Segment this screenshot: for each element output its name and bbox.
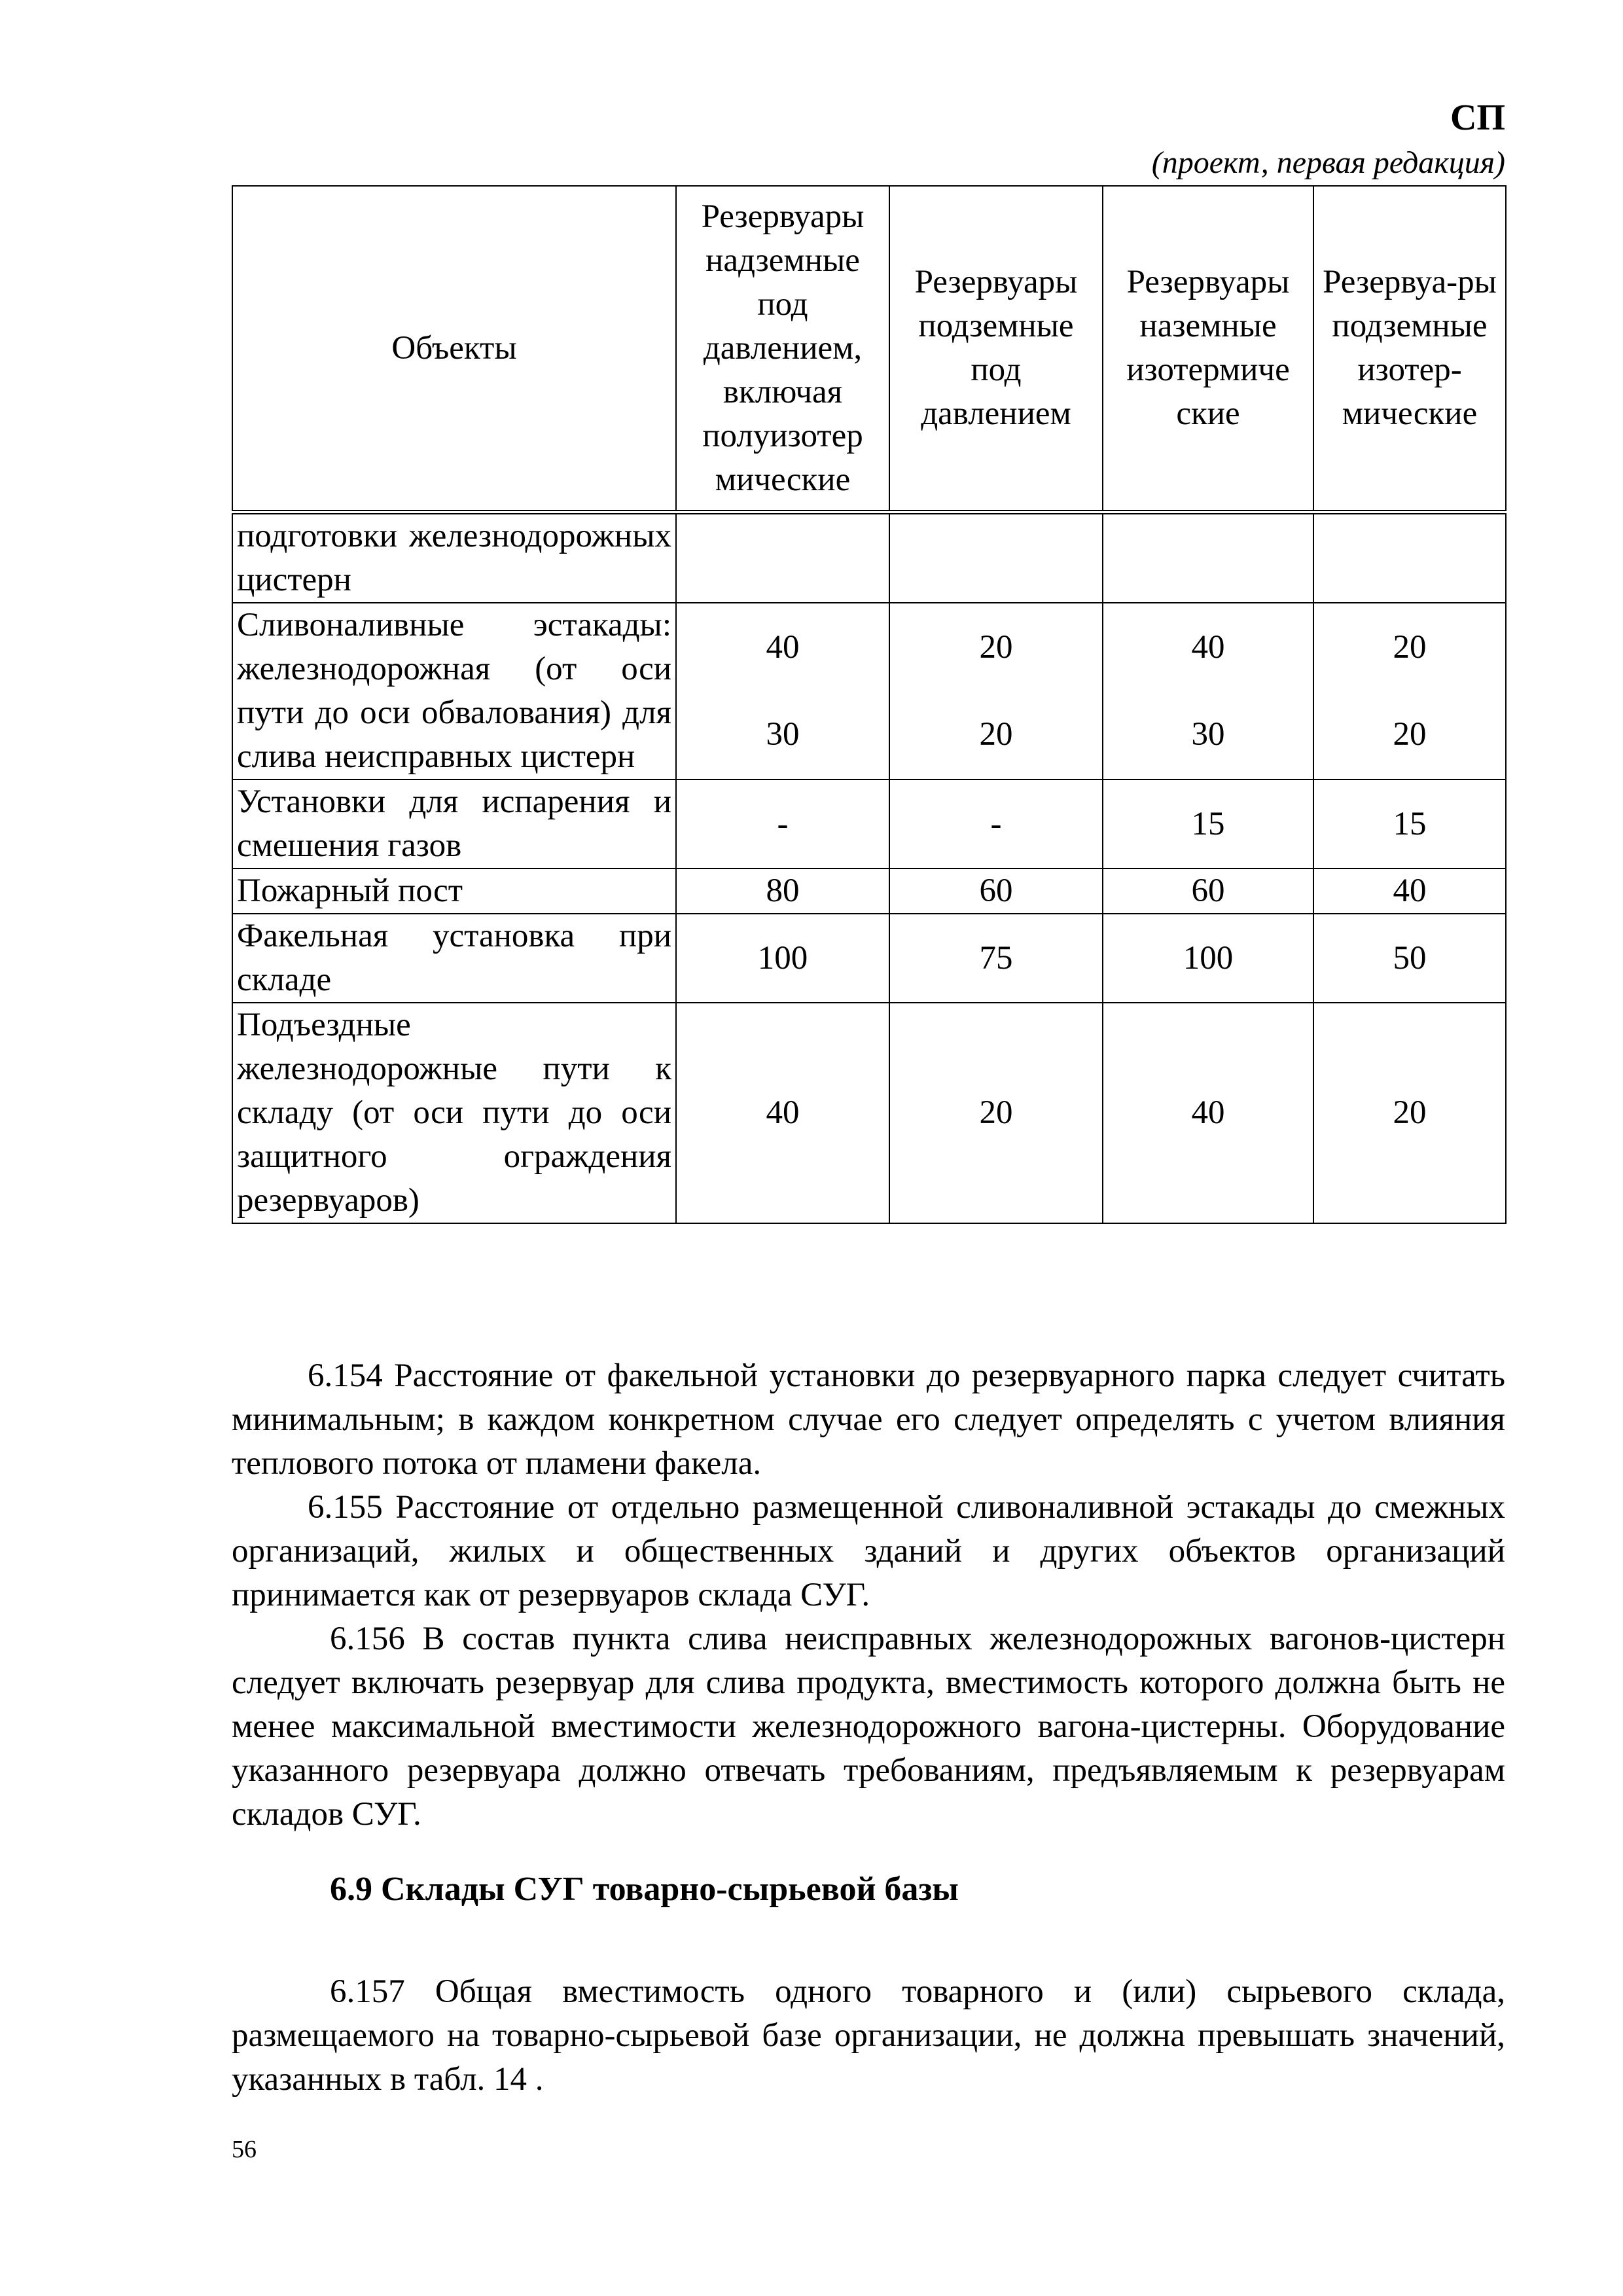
section-heading: 6.9 Склады СУГ товарно-сырьевой базы [330, 1871, 959, 1908]
paragraph-6-157: 6.157 Общая вместимость одного товарного и (или) сырьевого склада, размещаемого на товарно-сырьевой базе организации, не должна превышать значений, указанных в табл. 14 . [232, 1973, 1505, 2098]
cell-value: 20 [1393, 716, 1427, 753]
column-header-underground-isothermal: Резервуа-ры подземные изотер-мические [1313, 186, 1506, 512]
cell-value: 30 [1191, 716, 1225, 753]
row-label: Установки для испарения и смешения газов [232, 780, 676, 869]
row-label: подготовки железнодорожных цистерн [232, 512, 676, 603]
cell-value: 40 [1191, 629, 1225, 666]
table-cell [1313, 603, 1506, 780]
page-number: 56 [232, 2136, 257, 2163]
row-label: Сливоналивные эстакады: железнодорожная (от оси пути до оси обвалования) для слива неисправных цистерн [232, 603, 676, 780]
column-header-aboveground-pressure: Резервуары надземные под давлением, включая полуизотер мические [676, 186, 889, 512]
paragraph-6-156: 6.156 В состав пункта слива неисправных железнодорожных вагонов-цистерн следует включать резервуар для слива продукта, вместимость которого должна быть не менее максимальной вместимости железнодорожного вагона-цистерны. Оборудование указанного резервуара должно отвечать требованиям, предъявляемым к резервуарам складов СУГ. [232, 1621, 1505, 1833]
distance-table [232, 185, 1507, 1224]
table-row [232, 512, 1506, 603]
table-cell: 75 [889, 914, 1103, 1003]
table-cell: 60 [889, 869, 1103, 914]
table-cell: - [676, 780, 889, 869]
table-cell: 40 [676, 1003, 889, 1223]
table-cell [1103, 512, 1313, 603]
cell-value: 20 [979, 629, 1013, 666]
edition-note: (проект, первая редакция) [1151, 145, 1505, 180]
table-cell [1313, 512, 1506, 603]
table-cell [889, 603, 1103, 780]
table-cell [889, 512, 1103, 603]
table-cell [1103, 603, 1313, 780]
table-cell: 60 [1103, 869, 1313, 914]
column-header-underground-pressure: Резервуары подземные под давлением [889, 186, 1103, 512]
cell-value: 30 [766, 716, 800, 753]
table-row [232, 603, 1506, 780]
table-row [232, 869, 1506, 914]
table-cell: 40 [1313, 869, 1506, 914]
column-header-objects: Объекты [232, 186, 676, 512]
table-cell: 15 [1313, 780, 1506, 869]
cell-value: 40 [766, 629, 800, 666]
paragraph-6-155: 6.155 Расстояние от отдельно размещенной сливоналивной эстакады до смежных организаций, жилых и общественных зданий и других объектов организаций принимается как от резервуаров склада СУГ. [232, 1489, 1505, 1613]
table-cell: 15 [1103, 780, 1313, 869]
row-label: Пожарный пост [232, 869, 676, 914]
table-row [232, 780, 1506, 869]
cell-value: 20 [1393, 629, 1427, 666]
column-header-ground-isothermal: Резервуары наземные изотермиче ские [1103, 186, 1313, 512]
table-cell: 40 [1103, 1003, 1313, 1223]
table-row [232, 1003, 1506, 1223]
paragraph-6-154: 6.154 Расстояние от факельной установки до резервуарного парка следует считать минимальным; в каждом конкретном случае его следует определять с учетом влияния теплового потока от пламени факела. [232, 1357, 1505, 1482]
table-cell: 20 [1313, 1003, 1506, 1223]
table-row [232, 914, 1506, 1003]
row-label: Подъездные железнодорожные пути к складу (от оси пути до оси защитного ограждения резервуаров) [232, 1003, 676, 1223]
document-code: СП [1450, 98, 1505, 138]
table-cell: 20 [889, 1003, 1103, 1223]
table-cell [676, 512, 889, 603]
cell-value: 20 [979, 716, 1013, 753]
row-label: Факельная установка при складе [232, 914, 676, 1003]
table-cell: 80 [676, 869, 889, 914]
table-cell: 50 [1313, 914, 1506, 1003]
table-cell: 100 [676, 914, 889, 1003]
table-cell: 100 [1103, 914, 1313, 1003]
table-cell: - [889, 780, 1103, 869]
table-cell [676, 603, 889, 780]
table-header-row [232, 186, 1506, 512]
